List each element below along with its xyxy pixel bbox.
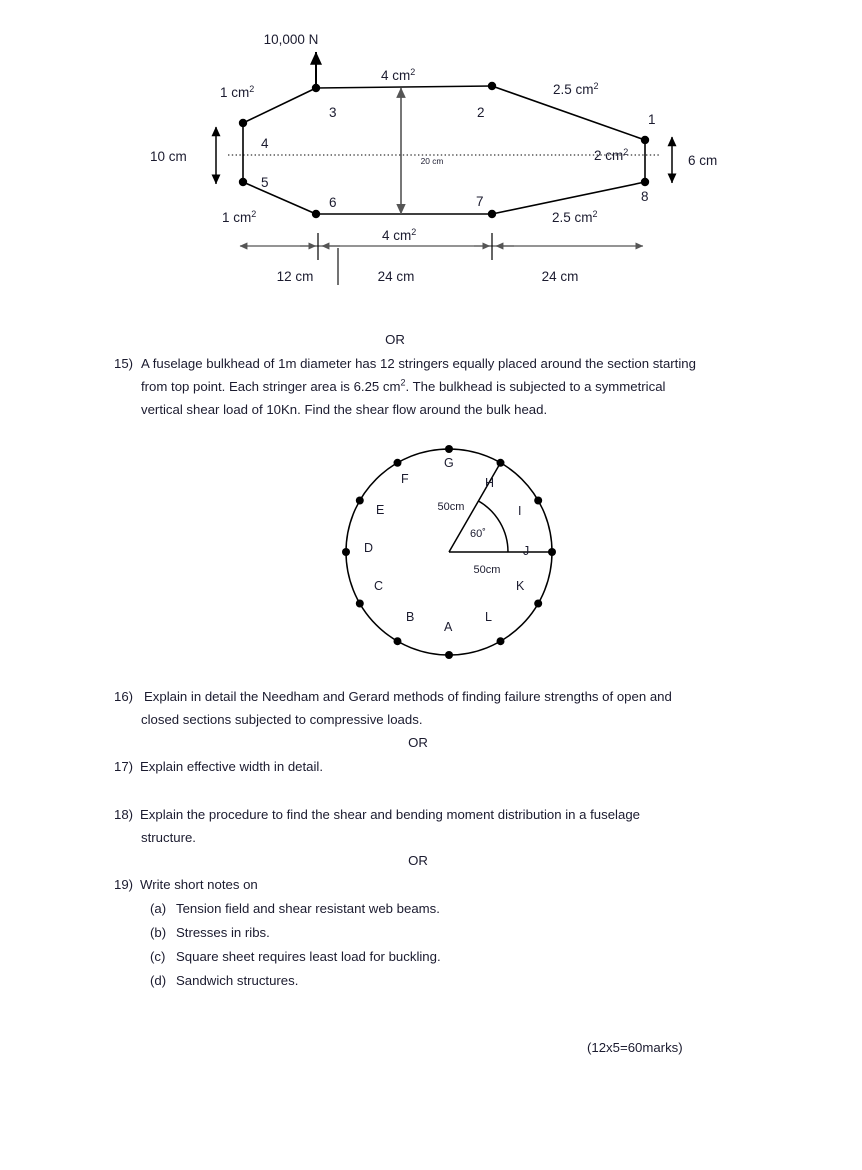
node-7-dot xyxy=(488,210,496,218)
item-d-text: Sandwich structures. xyxy=(176,973,299,988)
area-top-right-label: 2.5 $cm^2$ xyxy=(553,81,599,97)
stringer-dot-D xyxy=(342,548,350,556)
or-separator-1: OR xyxy=(385,332,405,347)
radius-label-upper: 50cm xyxy=(437,501,465,513)
stringer-label-G: G xyxy=(444,456,454,470)
or-separator-3: OR xyxy=(408,853,428,868)
area-bottom-left-label: 1 $cm^2$ xyxy=(222,209,257,225)
question-19-item-d xyxy=(150,969,298,993)
node-number-7: 7 xyxy=(476,194,484,209)
node-number-1: 1 xyxy=(648,112,656,127)
question-19-line1: Write short notes on xyxy=(140,877,258,892)
question-18-line2: structure. xyxy=(141,830,196,845)
question-17-number: 17) xyxy=(114,759,134,774)
dimension-24cm-second-label: 24 cm xyxy=(541,269,579,284)
area-bottom-right-label: 2.5 $cm^2$ xyxy=(552,209,598,225)
item-a-text: Tension field and shear resistant web beams. xyxy=(176,901,440,916)
item-c-text: Square sheet requires least load for buckling. xyxy=(176,949,441,964)
area-top-mid-label: 4 $cm^2$ xyxy=(381,67,416,83)
left-height-label: 10 cm xyxy=(150,149,187,164)
area-top-left-label: 1 $cm^2$ xyxy=(220,84,255,100)
area-right-web-label: 2 $cm^2$ xyxy=(594,147,629,163)
stringer-dot-A xyxy=(445,651,453,659)
node-number-4: 4 xyxy=(261,136,269,151)
stringer-label-E: E xyxy=(376,503,385,517)
angle-label: 60˚ xyxy=(470,528,486,540)
stringer-dot-I xyxy=(534,497,542,505)
question-19-item-c xyxy=(150,945,441,969)
stringer-dot-G xyxy=(445,445,453,453)
item-d-label: (d) xyxy=(150,973,167,988)
question-17-line1: Explain effective width in detail. xyxy=(140,759,324,774)
node-1-dot xyxy=(641,136,649,144)
stringer-label-J: J xyxy=(523,544,530,558)
node-number-8: 8 xyxy=(641,189,649,204)
stringer-dot-L xyxy=(497,637,505,645)
question-19-item-b xyxy=(150,921,270,945)
node-number-5: 5 xyxy=(261,175,269,190)
question-16-line1: Explain in detail the Needham and Gerard methods of finding failure strengths of open and xyxy=(144,689,672,704)
stringer-dot-F xyxy=(394,459,402,467)
applied-load-label: 10,000 N xyxy=(263,32,319,47)
stringer-label-I: I xyxy=(518,504,522,518)
wing-box-figure xyxy=(0,0,862,300)
stringer-dot-C xyxy=(356,600,364,608)
item-a-label: (a) xyxy=(150,901,167,916)
question-15-line2: from top point. Each stringer area is 6.25 $cm^2$. The bulkhead is subjected to a symmetrical xyxy=(141,377,666,394)
radius-label-lower: 50cm xyxy=(473,564,501,576)
dimension-24cm-first-label: 24 cm xyxy=(377,269,415,284)
stringer-dot-E xyxy=(356,497,364,505)
node-number-2: 2 xyxy=(477,105,485,120)
node-5-dot xyxy=(239,178,247,186)
node-number-6: 6 xyxy=(329,195,337,210)
member-4cm2-top xyxy=(316,86,492,88)
stringer-dot-B xyxy=(394,637,402,645)
question-15-line1: A fuselage bulkhead of 1m diameter has 12 stringers equally placed around the section starting xyxy=(141,356,696,371)
question-16-number: 16) xyxy=(114,689,134,704)
node-number-3: 3 xyxy=(329,105,337,120)
question-18-number: 18) xyxy=(114,807,134,822)
total-marks-note: (12x5=60marks) xyxy=(587,1040,683,1055)
stringer-label-H: H xyxy=(485,476,495,490)
stringer-label-C: C xyxy=(374,579,384,593)
stringer-label-A: A xyxy=(444,620,453,634)
stringer-dot-K xyxy=(534,600,542,608)
item-b-text: Stresses in ribs. xyxy=(176,925,270,940)
node-8-dot xyxy=(641,178,649,186)
stringer-label-F: F xyxy=(401,472,409,486)
question-16-line2: closed sections subjected to compressive loads. xyxy=(141,712,423,727)
question-15-line3: vertical shear load of 10Kn. Find the shear flow around the bulk head. xyxy=(141,402,548,417)
stringer-dot-H xyxy=(497,459,505,467)
item-c-label: (c) xyxy=(150,949,166,964)
node-4-dot xyxy=(239,119,247,127)
bulkhead-figure xyxy=(330,425,580,680)
node-2-dot xyxy=(488,82,496,90)
centerline-dimension-label: 20 cm xyxy=(420,156,444,166)
dimension-12cm-label: 12 cm xyxy=(276,269,314,284)
angle-arc xyxy=(479,501,509,552)
stringer-label-D: D xyxy=(364,541,374,555)
question-15-number: 15) xyxy=(114,356,134,371)
node-6-dot xyxy=(312,210,320,218)
item-b-label: (b) xyxy=(150,925,167,940)
question-19-item-a xyxy=(150,897,440,921)
stringer-label-L: L xyxy=(485,610,492,624)
stringer-label-K: K xyxy=(516,579,525,593)
node-dots xyxy=(239,82,649,218)
question-19-number: 19) xyxy=(114,877,134,892)
question-18-line1: Explain the procedure to find the shear and bending moment distribution in a fuselage xyxy=(140,807,640,822)
or-separator-2: OR xyxy=(408,735,428,750)
area-bottom-mid-label: 4 $cm^2$ xyxy=(382,227,417,243)
right-height-label: 6 cm xyxy=(688,153,718,168)
stringer-label-B: B xyxy=(406,610,415,624)
